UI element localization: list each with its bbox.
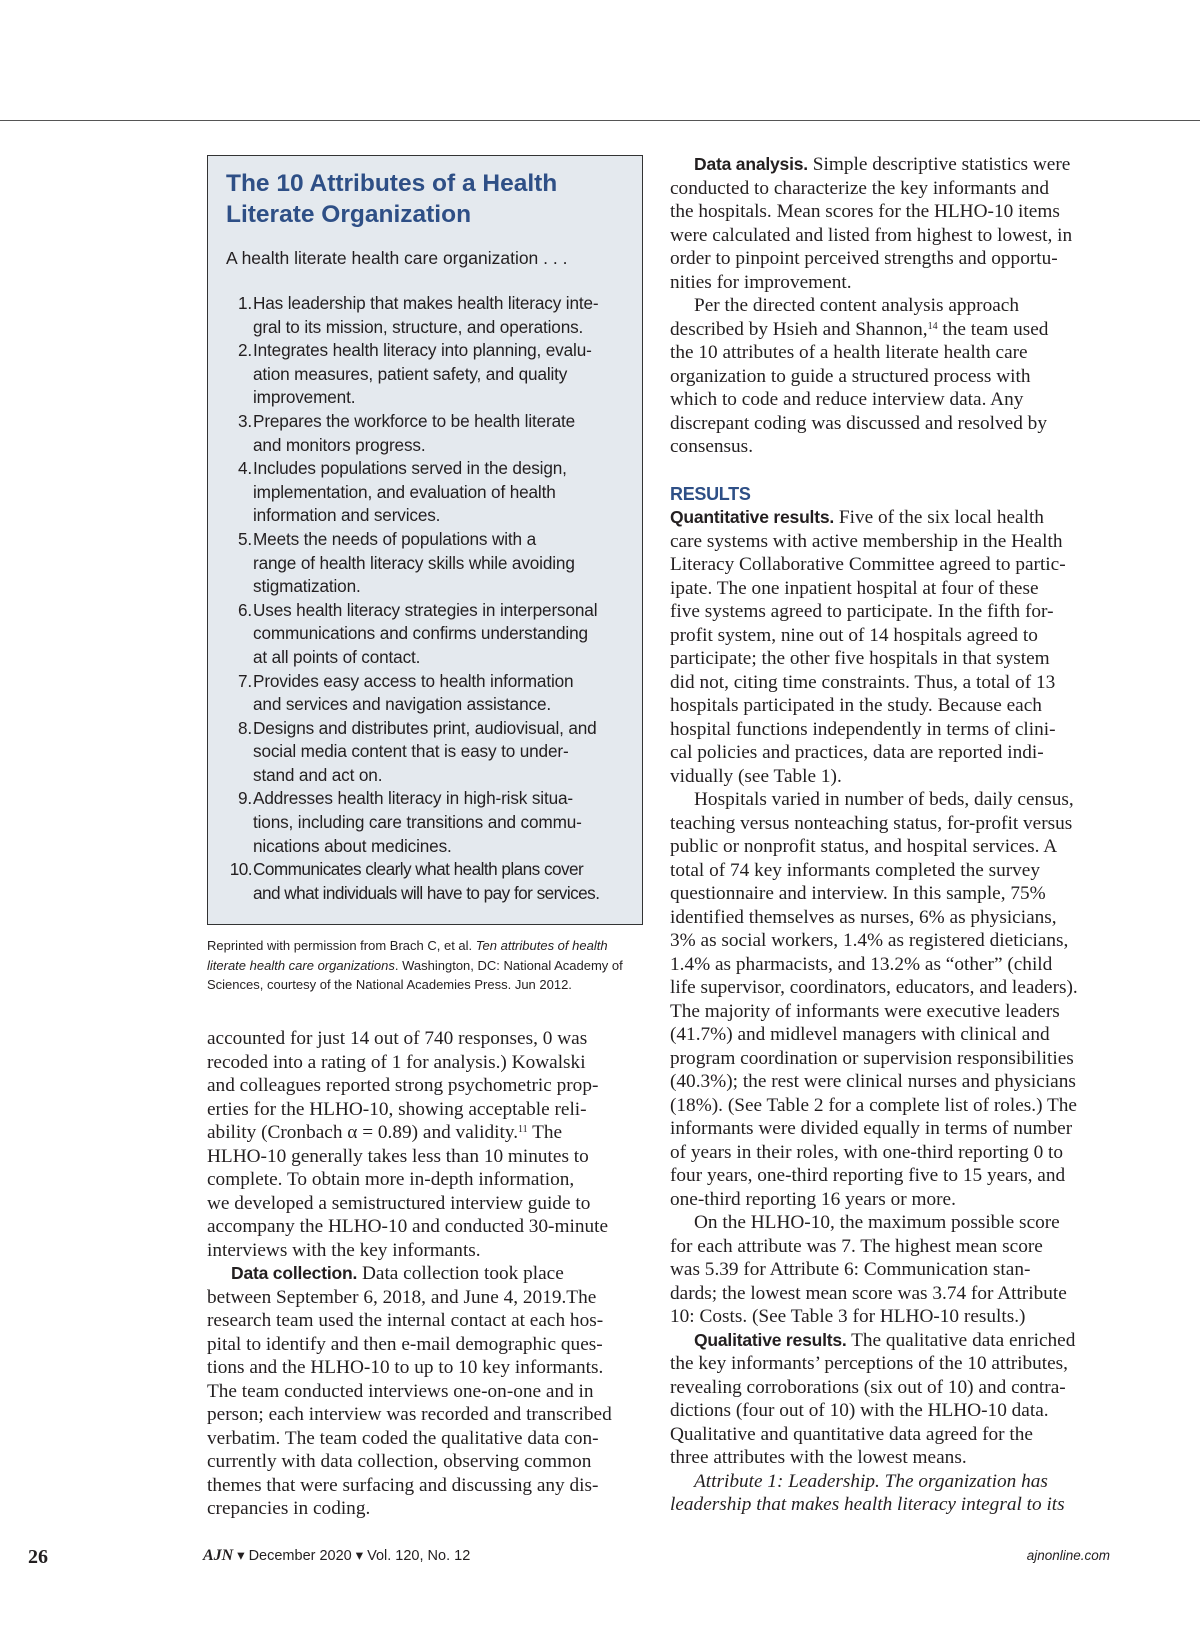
- body-text: accounted for just 14 out of 740 responses, 0 was recoded into a rating of 1 for analysis.) Kowalski and colleagues reported strong psychometric prop- erties for the HLHO-10, showing acceptable reli- ability (Cronbach α = 0.89) and validity.: [207, 1028, 599, 1143]
- attribute-number: 3.: [237, 410, 252, 431]
- body-text: Simple descriptive statistics were conducted to characterize the key informants and the hospitals. Mean scores for the HLHO-10 items were calculated and listed from highest to lowest, in order to pinpoint perceived strengths and opportu- nities for improvement.: [670, 154, 1073, 293]
- attribute-item: [226, 339, 624, 410]
- sidebar-intro: A health literate health care organization . . .: [226, 248, 568, 268]
- body-text: Data collection took place between September 6, 2018, and June 4, 2019.The research team used the internal contact at each hos- pital to identify and then e-mail demographic ques- tions and the HLHO-10 to up to 10 key informants. The team conducted interviews one-on-one and in person; each interview was recorded and transcribed verbatim. The team coded the qualitative data con- currently with data collection, observing common themes that were surfacing and discussing any dis- crepancies in coding.: [207, 1263, 612, 1519]
- caption-text: . Washington, DC: National Academy of Sciences, courtesy of the National Academies Press. Jun 2012.: [207, 957, 623, 992]
- body-text: The HLHO-10 generally takes less than 10 minutes to complete. To obtain more in-depth information, we developed a semistructured interview guide to accompany the HLHO-10 and conducted 30-minute interviews with the key informants.: [207, 1122, 609, 1261]
- attribute-item: [226, 670, 624, 717]
- attribute-text: Includes populations served in the design, implementation, and evaluation of health information and services.: [253, 458, 567, 526]
- reference-superscript: 11: [518, 1124, 528, 1135]
- body-paragraph: [670, 1329, 1120, 1470]
- run-in-heading: Data analysis.: [694, 154, 808, 174]
- attribute-text: Communicates clearly what health plans cover and what individuals will have to pay for services.: [253, 859, 600, 903]
- website-link[interactable]: ajnonline.com: [1026, 1548, 1110, 1563]
- caption-source-title: Ten attributes of health literate health care organizations: [207, 938, 608, 973]
- attribute-number: 9.: [237, 788, 252, 809]
- reference-superscript: 14: [927, 320, 938, 332]
- body-paragraph: [670, 153, 1120, 294]
- attribute-number: 6.: [237, 599, 252, 620]
- body-paragraph: [670, 294, 1120, 459]
- body-paragraph: Hospitals varied in number of beds, daily census, teaching versus nonteaching status, for-profit versus public or nonprofit status, and hospital services. A total of 74 key informants completed the survey questionnaire and interview. In this sample, 75% identified themselves as nurses, 6% as physicians, 3% as social workers, 1.4% as registered dieticians, 1.4% as pharmacists, and 13.2% as “other” (child life supervisor, coordinators, educators, and leaders). The majority of informants were executive leaders (41.7%) and midlevel managers with clinical and program coordination or supervision responsibilities (40.3%); the rest were clinical nurses and physicians (18%). (See Table 2 for a complete list of roles.) The informants were divided equally in terms of number of years in their roles, with one-third reporting 0 to four years, one-third reporting five to 15 years, and one-third reporting 16 years or more.: [670, 789, 1078, 1210]
- attribute-item: [226, 292, 624, 339]
- attribute-item: [226, 528, 624, 599]
- attribute-item: [226, 787, 624, 858]
- right-text-column: [670, 153, 1120, 1517]
- run-in-heading: Quantitative results.: [670, 507, 835, 527]
- attribute-item: [226, 858, 624, 905]
- body-paragraph: On the HLHO-10, the maximum possible score for each attribute was 7. The highest mean score was 5.39 for Attribute 6: Communication stan- dards; the lowest mean score was 3.74 for Attribute 10: Costs. (See Table 3 for HLHO-10 results.): [670, 1212, 1067, 1327]
- body-text: the team used the 10 attributes of a health literate health care organization to guide a structured process with which to code and reduce interview data. Any discrepant coding was discussed and resolved by consensus.: [670, 318, 1049, 457]
- page-footer: [0, 1546, 1200, 1570]
- attribute-text: Designs and distributes print, audiovisual, and social media content that is easy to under- stand and act on.: [253, 717, 597, 785]
- run-in-heading: Data collection.: [231, 1263, 358, 1283]
- attribute-item: [226, 717, 624, 788]
- page-number: 26: [28, 1546, 48, 1568]
- attribute-text: Prepares the workforce to be health literate and monitors progress.: [253, 410, 576, 455]
- attribute-number: 8.: [237, 717, 252, 738]
- attribute-number: 4.: [237, 458, 252, 479]
- issue-info: ▾ December 2020 ▾ Vol. 120, No. 12: [233, 1548, 471, 1564]
- attribute-number: 1.: [237, 293, 252, 313]
- attribute-text: Has leadership that makes health literacy inte- gral to its mission, structure, and operations.: [253, 293, 599, 337]
- header-rule: [0, 120, 1200, 121]
- body-text: The qualitative data enriched the key informants’ perceptions of the 10 attributes, revealing corroborations (six out of 10) and contra- dictions (four out of 10) with the HLHO-10 data. Qualitative and quantitative data agreed for the three attributes with the lowest means.: [670, 1329, 1076, 1468]
- attribute-text: Meets the needs of populations with a range of health literacy skills while avoiding stigmatization.: [253, 528, 575, 597]
- sidebar-caption: [207, 936, 643, 995]
- journal-name: AJN: [203, 1547, 234, 1564]
- body-text: Per the directed content analysis approach described by Hsieh and Shannon,: [670, 295, 1019, 340]
- journal-info: [203, 1547, 470, 1565]
- attribute-item: [226, 410, 624, 457]
- left-text-column: [207, 1027, 647, 1521]
- run-in-heading: Qualitative results.: [694, 1329, 847, 1350]
- body-paragraph: [670, 506, 1120, 788]
- sidebar-title: The 10 Attributes of a Health Literate Organization: [226, 170, 558, 228]
- section-heading: RESULTS: [670, 483, 751, 504]
- attribute-number: 10.: [229, 859, 252, 880]
- attribute-text: Addresses health literacy in high-risk situa- tions, including care transitions and commu- nications about medicines.: [253, 788, 582, 856]
- attribute-item: [226, 599, 624, 670]
- caption-text: Reprinted with permission from Brach C, et al.: [207, 938, 476, 953]
- body-paragraph: Attribute 1: Leadership. The organization has leadership that makes health literacy integral to its: [670, 1470, 1065, 1515]
- attribute-text: Provides easy access to health information and services and navigation assistance.: [253, 670, 574, 715]
- body-paragraph: [207, 1262, 647, 1521]
- attribute-number: 2.: [237, 340, 252, 361]
- body-text: Five of the six local health care systems with active membership in the Health Literacy Collaborative Committee agreed to partic- ipate. The one inpatient hospital at four of these five systems agreed to participate. In the fifth for- profit system, nine out of 14 hospitals agreed to participate; the other five hospitals in that system did not, citing time constraints. Thus, a total of 13 hospitals participated in the study. Because each hospital functions independently in terms of clini- cal policies and practices, data are reported indi- vidually (see Table 1).: [670, 507, 1066, 787]
- attribute-item: [226, 457, 624, 528]
- body-paragraph: [207, 1027, 647, 1262]
- attribute-text: Uses health literacy strategies in interpersonal communications and confirms understanding at all points of contact.: [253, 599, 598, 667]
- attributes-list: [226, 292, 624, 905]
- attributes-sidebar-box: [207, 155, 643, 925]
- attribute-number: 7.: [237, 670, 252, 691]
- attribute-number: 5.: [237, 528, 252, 549]
- attribute-text: Integrates health literacy into planning, evalu- ation measures, patient safety, and quality improvement.: [253, 340, 592, 408]
